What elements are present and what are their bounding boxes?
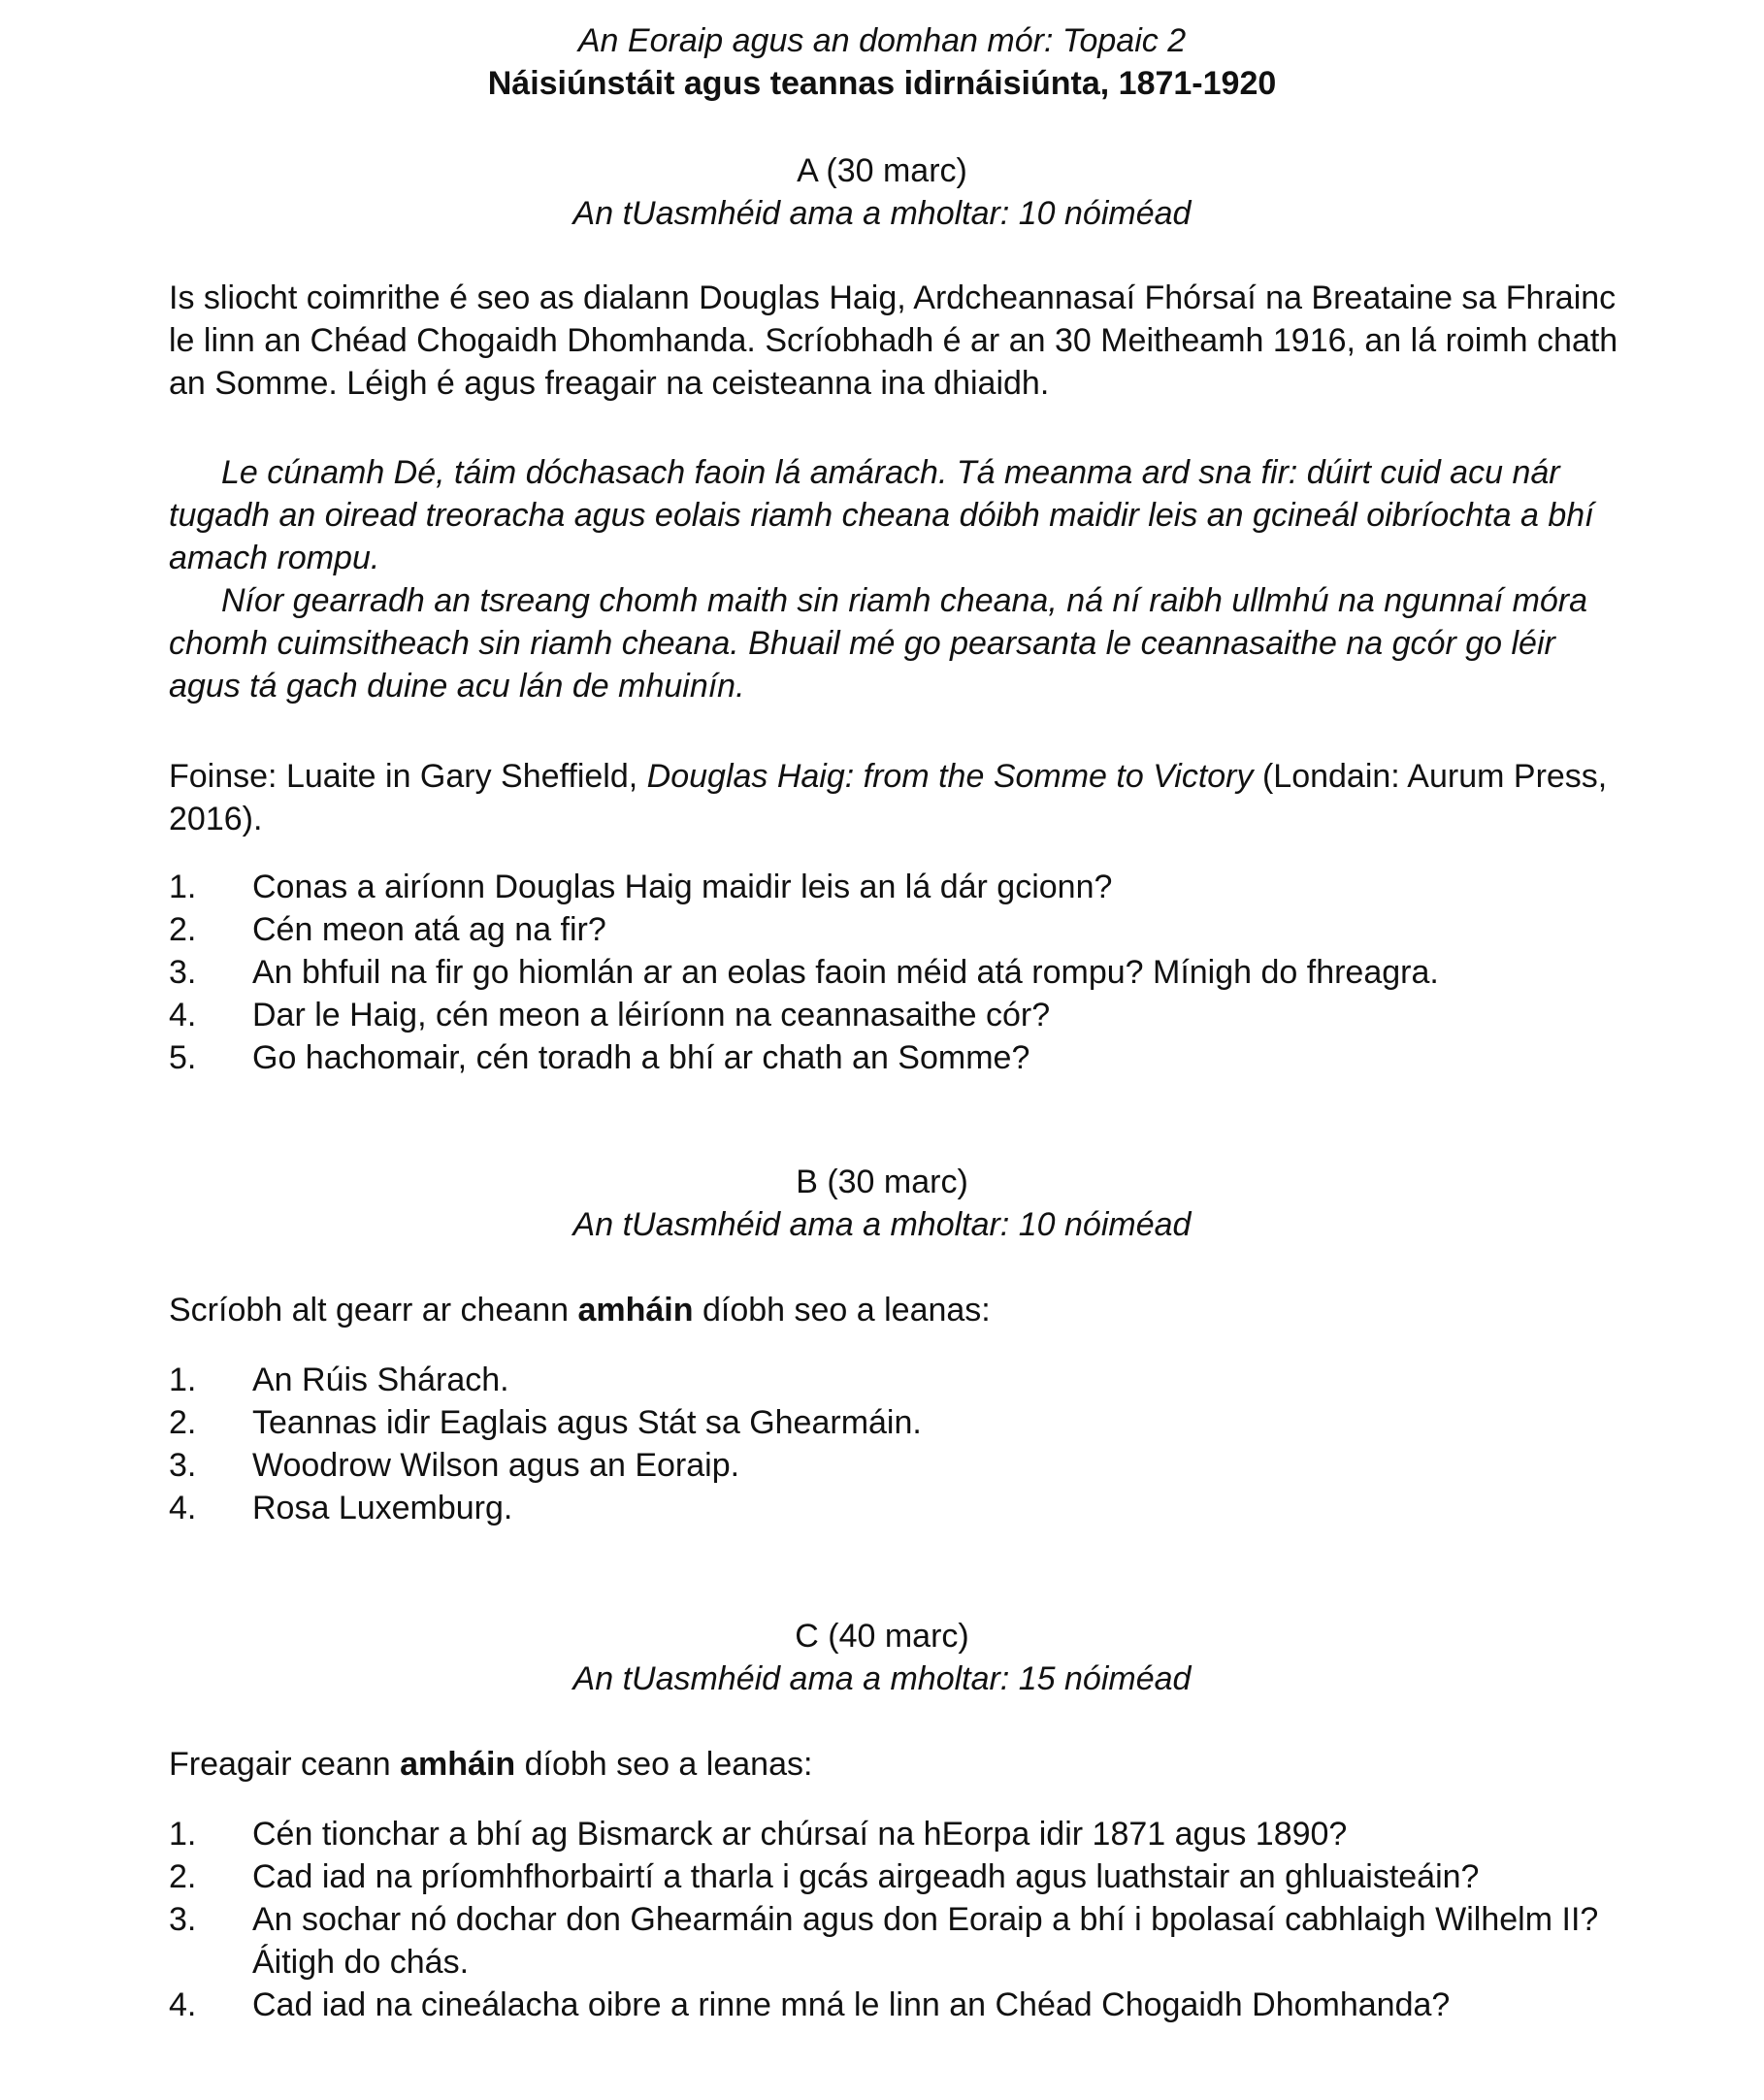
quote-line: agus tá gach duine acu lán de mhuinín. (169, 668, 745, 705)
intro-line: Is sliocht coimrithe é seo as dialann Douglas Haig, Ardcheannasaí Fhórsaí na Breataine sa Fhrainc (169, 279, 1617, 316)
question-item (169, 1444, 1624, 1487)
quote-line: amach rompu. (169, 540, 380, 576)
question-item (169, 866, 1624, 908)
section-a-heading: A (30 marc) (797, 152, 967, 189)
question-number: 4. (169, 1986, 197, 2023)
question-text: An Rúis Shárach. (252, 1362, 509, 1398)
section-c-time: An tUasmhéid ama a mholtar: 15 nóiméad (572, 1660, 1192, 1697)
document-title: Náisiúnstáit agus teannas idirnáisiúnta, 1871-1920 (487, 65, 1277, 102)
question-number: 1. (169, 1362, 197, 1398)
question-item (169, 1898, 1624, 1984)
quote-line: chomh cuimsitheach sin riamh cheana. Bhuail mé go pearsanta le ceannasaithe na gcór go léir (169, 625, 1555, 662)
instruction-emphasis: amháin (400, 1746, 516, 1783)
section-c-questions (169, 1813, 1624, 2026)
instruction-suffix: díobh seo a leanas: (515, 1746, 813, 1783)
question-text: Cad iad na príomhfhorbairtí a tharla i gcás airgeadh agus luathstair an ghluaisteáin? (252, 1858, 1480, 1895)
source-line (169, 755, 1608, 798)
question-text: Cén tionchar a bhí ag Bismarck ar chúrsaí na hEorpa idir 1871 agus 1890? (252, 1816, 1348, 1853)
question-text: Cén meon atá ag na fir? (252, 911, 606, 948)
question-number: 2. (169, 1858, 197, 1895)
question-item (169, 1036, 1624, 1079)
question-number: 3. (169, 1447, 197, 1484)
question-text (252, 1898, 1598, 1984)
question-number: 3. (169, 1901, 197, 1938)
question-item (169, 908, 1624, 951)
quote-line: Níor gearradh an tsreang chomh maith sin riamh cheana, ná ní raibh ullmhú na ngunnaí móra (221, 582, 1588, 619)
question-item (169, 1487, 1624, 1529)
section-c-heading: C (40 marc) (795, 1618, 969, 1655)
intro-line: le linn an Chéad Chogaidh Dhomhanda. Scríobhadh é ar an 30 Meitheamh 1916, an lá roimh chath (169, 322, 1618, 359)
question-text: Go hachomair, cén toradh a bhí ar chath an Somme? (252, 1039, 1030, 1076)
source-suffix: (Londain: Aurum Press, (1253, 758, 1608, 795)
question-number: 1. (169, 1816, 197, 1853)
question-item (169, 1984, 1624, 2026)
question-item (169, 1855, 1624, 1898)
intro-line: an Somme. Léigh é agus freagair na ceisteanna ina dhiaidh. (169, 365, 1050, 402)
section-b-instruction (169, 1289, 1595, 1331)
topic-line: An Eoraip agus an domhan mór: Topaic 2 (577, 22, 1187, 59)
question-item (169, 994, 1624, 1036)
question-text: An bhfuil na fir go hiomlán ar an eolas faoin méid atá rompu? Mínigh do fhreagra. (252, 954, 1439, 991)
section-b-time: An tUasmhéid ama a mholtar: 10 nóiméad (572, 1206, 1192, 1243)
question-number: 4. (169, 997, 197, 1034)
instruction-prefix: Scríobh alt gearr ar cheann (169, 1292, 578, 1329)
section-a-intro (169, 277, 1618, 405)
question-item (169, 1813, 1624, 1855)
question-text: Woodrow Wilson agus an Eoraip. (252, 1447, 740, 1484)
section-a-time: An tUasmhéid ama a mholtar: 10 nóiméad (572, 195, 1192, 232)
instruction-prefix: Freagair ceann (169, 1746, 401, 1783)
source-year: 2016). (169, 801, 263, 837)
question-number: 2. (169, 911, 197, 948)
question-text: Teannas idir Eaglais agus Stát sa Ghearmáin. (252, 1404, 922, 1441)
instruction-line (169, 1289, 1595, 1331)
question-number: 2. (169, 1404, 197, 1441)
source-prefix: Foinse: Luaite in Gary Sheffield, (169, 758, 647, 795)
source-book-title: Douglas Haig: from the Somme to Victory (646, 758, 1254, 795)
question-number: 1. (169, 869, 197, 905)
question-item (169, 1359, 1624, 1401)
instruction-line (169, 1743, 1595, 1786)
section-b-questions (169, 1359, 1624, 1529)
section-a-questions (169, 866, 1624, 1079)
question-number: 5. (169, 1039, 197, 1076)
question-item (169, 951, 1624, 994)
question-text-line: An sochar nó dochar don Ghearmáin agus don Eoraip a bhí i bpolasaí cabhlaigh Wilhelm II? (252, 1901, 1599, 1938)
question-item (169, 1401, 1624, 1444)
instruction-emphasis: amháin (577, 1292, 694, 1329)
question-number: 3. (169, 954, 197, 991)
section-b-heading: B (30 marc) (796, 1164, 968, 1200)
source-citation (169, 755, 1608, 840)
question-number: 4. (169, 1490, 197, 1526)
question-text: Conas a airíonn Douglas Haig maidir leis an lá dár gcionn? (252, 869, 1113, 905)
question-text: Cad iad na cineálacha oibre a rinne mná le linn an Chéad Chogaidh Dhomhanda? (252, 1986, 1451, 2023)
section-c-instruction (169, 1743, 1595, 1786)
diary-quote (169, 451, 1595, 707)
question-text: Rosa Luxemburg. (252, 1490, 513, 1526)
question-text: Dar le Haig, cén meon a léiríonn na ceannasaithe cór? (252, 997, 1051, 1034)
question-text-line: Áitigh do chás. (252, 1944, 470, 1981)
instruction-suffix: díobh seo a leanas: (693, 1292, 991, 1329)
quote-line: tugadh an oiread treoracha agus eolais riamh cheana dóibh maidir leis an gcineál oibríochta a bhí (169, 497, 1594, 534)
quote-line: Le cúnamh Dé, táim dóchasach faoin lá amárach. Tá meanma ard sna fir: dúirt cuid acu nár (221, 454, 1560, 491)
